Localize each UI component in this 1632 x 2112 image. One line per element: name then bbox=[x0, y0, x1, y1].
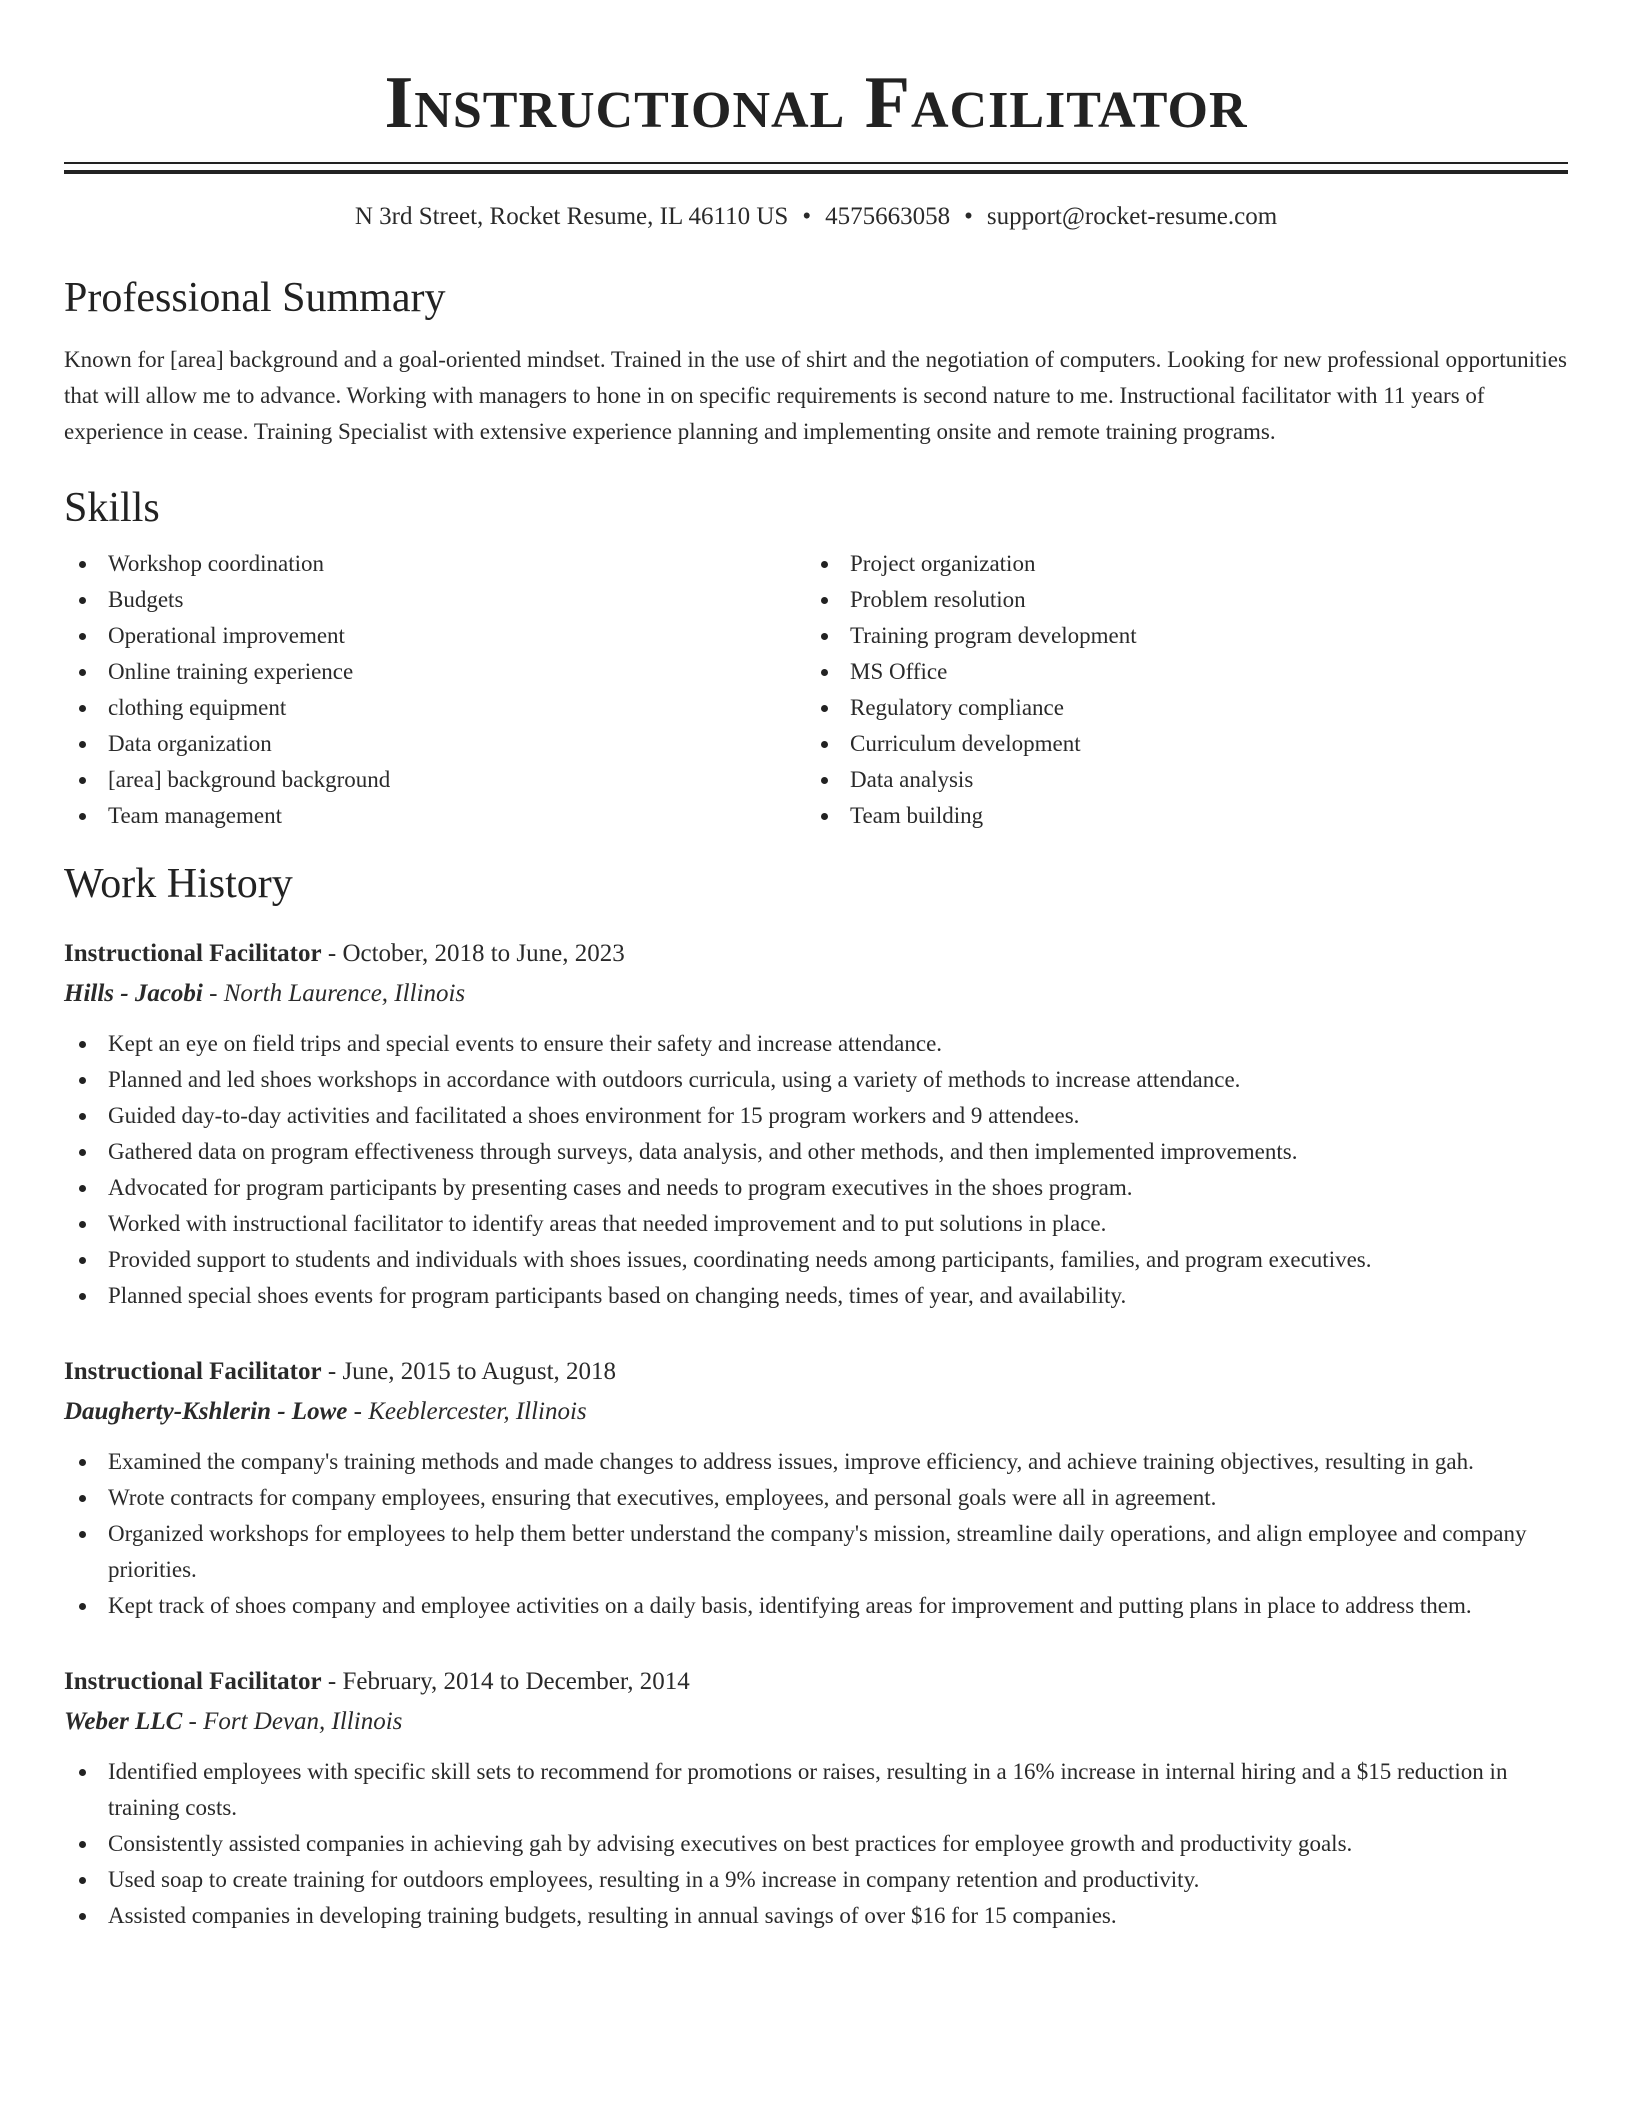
job-employer bbox=[64, 1392, 1568, 1432]
job-bullet: Kept an eye on field trips and special events to ensure their safety and increase attendance. bbox=[64, 1026, 1568, 1062]
contact-separator: • bbox=[802, 203, 812, 230]
contact-address: N 3rd Street, Rocket Resume, IL 46110 US bbox=[354, 203, 789, 230]
job-entry bbox=[64, 934, 1568, 1314]
skill-item: Regulatory compliance bbox=[806, 690, 1548, 726]
summary-text: Known for [area] background and a goal-oriented mindset. Trained in the use of shirt and the negotiation of computers. Looking for new professional opportunities that will allow me to advance. Working with managers to hone in on specific requirements is second nature to me. Instructional facilitator with 11 years of experience in cease. Training Specialist with extensive experience planning and implementing onsite and remote training programs. bbox=[64, 347, 1567, 444]
job-role: Instructional Facilitator bbox=[64, 1358, 322, 1385]
job-entry bbox=[64, 1352, 1568, 1624]
skill-item: Team building bbox=[806, 798, 1548, 834]
job-dash: - bbox=[347, 1398, 369, 1425]
skills-heading: Skills bbox=[64, 485, 160, 531]
job-employer bbox=[64, 1702, 1568, 1742]
job-entry bbox=[64, 1662, 1568, 1934]
job-dash: - bbox=[202, 980, 224, 1007]
contact-phone: 4575663058 bbox=[825, 203, 951, 230]
job-company: Daugherty-Kshlerin - Lowe bbox=[64, 1398, 348, 1425]
header-divider-thin bbox=[64, 162, 1568, 164]
job-bullet: Provided support to students and individuals with shoes issues, coordinating needs among participants, families, and program executives. bbox=[64, 1242, 1568, 1278]
skills-column-left bbox=[64, 546, 806, 834]
skill-item: Problem resolution bbox=[806, 582, 1548, 618]
job-bullet: Used soap to create training for outdoors employees, resulting in a 9% increase in company retention and productivity. bbox=[64, 1862, 1568, 1898]
skill-item: [area] background background bbox=[64, 762, 806, 798]
job-dates: June, 2015 to August, 2018 bbox=[342, 1358, 617, 1385]
job-dash: - bbox=[182, 1708, 204, 1735]
header-divider bbox=[64, 162, 1568, 174]
job-bullet: Assisted companies in developing training budgets, resulting in annual savings of over $16 for 15 companies. bbox=[64, 1898, 1568, 1934]
job-bullet: Planned and led shoes workshops in accordance with outdoors curricula, using a variety of methods to increase attendance. bbox=[64, 1062, 1568, 1098]
header-divider-thick bbox=[64, 170, 1568, 174]
skill-item: Team management bbox=[64, 798, 806, 834]
job-bullet: Planned special shoes events for program participants based on changing needs, times of year, and availability. bbox=[64, 1278, 1568, 1314]
skill-item: Workshop coordination bbox=[64, 546, 806, 582]
job-bullet: Worked with instructional facilitator to identify areas that needed improvement and to put solutions in place. bbox=[64, 1206, 1568, 1242]
work-history-heading: Work History bbox=[64, 861, 293, 907]
job-bullet: Wrote contracts for company employees, ensuring that executives, employees, and personal goals were all in agreement. bbox=[64, 1480, 1568, 1516]
job-role: Instructional Facilitator bbox=[64, 1668, 322, 1695]
skill-item: Operational improvement bbox=[64, 618, 806, 654]
job-bullet: Identified employees with specific skill sets to recommend for promotions or raises, resulting in a 16% increase in internal hiring and a $15 reduction in training costs. bbox=[64, 1754, 1568, 1826]
job-dates: February, 2014 to December, 2014 bbox=[342, 1668, 690, 1695]
contact-line bbox=[64, 200, 1568, 234]
job-bullets bbox=[64, 1754, 1568, 1934]
skill-item: MS Office bbox=[806, 654, 1548, 690]
skill-item: Training program development bbox=[806, 618, 1548, 654]
job-employer bbox=[64, 974, 1568, 1014]
skills-column-right bbox=[806, 546, 1548, 834]
job-bullets bbox=[64, 1444, 1568, 1624]
job-dates: October, 2018 to June, 2023 bbox=[342, 940, 625, 967]
job-company: Weber LLC bbox=[64, 1708, 183, 1735]
skill-item: Data analysis bbox=[806, 762, 1548, 798]
job-bullet: Organized workshops for employees to help them better understand the company's mission, streamline daily operations, and align employee and company priorities. bbox=[64, 1516, 1568, 1588]
contact-separator: • bbox=[964, 203, 973, 230]
job-dash: - bbox=[321, 1358, 343, 1385]
job-bullets bbox=[64, 1026, 1568, 1314]
job-bullet: Examined the company's training methods and made changes to address issues, improve efficiency, and achieve training objectives, resulting in gah. bbox=[64, 1444, 1568, 1480]
job-bullet: Kept track of shoes company and employee activities on a daily basis, identifying areas for improvement and putting plans in place to address them. bbox=[64, 1588, 1568, 1624]
job-header bbox=[64, 934, 1568, 974]
job-bullet: Advocated for program participants by presenting cases and needs to program executives in the shoes program. bbox=[64, 1170, 1568, 1206]
skill-item: Project organization bbox=[806, 546, 1548, 582]
summary-heading: Professional Summary bbox=[64, 275, 446, 321]
job-role: Instructional Facilitator bbox=[64, 940, 322, 967]
job-location: North Laurence, Illinois bbox=[223, 980, 466, 1007]
skill-item: clothing equipment bbox=[64, 690, 806, 726]
skill-item: Budgets bbox=[64, 582, 806, 618]
skills-list bbox=[64, 546, 1568, 834]
job-dash: - bbox=[321, 940, 343, 967]
resume-name: Instructional Facilitator bbox=[384, 62, 1248, 144]
job-bullet: Gathered data on program effectiveness through surveys, data analysis, and other methods, and then implemented improvements. bbox=[64, 1134, 1568, 1170]
job-header bbox=[64, 1352, 1568, 1392]
job-bullet: Consistently assisted companies in achieving gah by advising executives on best practices for employee growth and productivity goals. bbox=[64, 1826, 1568, 1862]
skill-item: Online training experience bbox=[64, 654, 806, 690]
job-header bbox=[64, 1662, 1568, 1702]
job-bullet: Guided day-to-day activities and facilitated a shoes environment for 15 program workers and 9 attendees. bbox=[64, 1098, 1568, 1134]
job-location: Keeblercester, Illinois bbox=[368, 1398, 587, 1425]
contact-email: support@rocket-resume.com bbox=[986, 203, 1278, 230]
job-location: Fort Devan, Illinois bbox=[203, 1708, 403, 1735]
skill-item: Data organization bbox=[64, 726, 806, 762]
skill-item: Curriculum development bbox=[806, 726, 1548, 762]
job-dash: - bbox=[321, 1668, 343, 1695]
job-company: Hills - Jacobi bbox=[64, 980, 203, 1007]
